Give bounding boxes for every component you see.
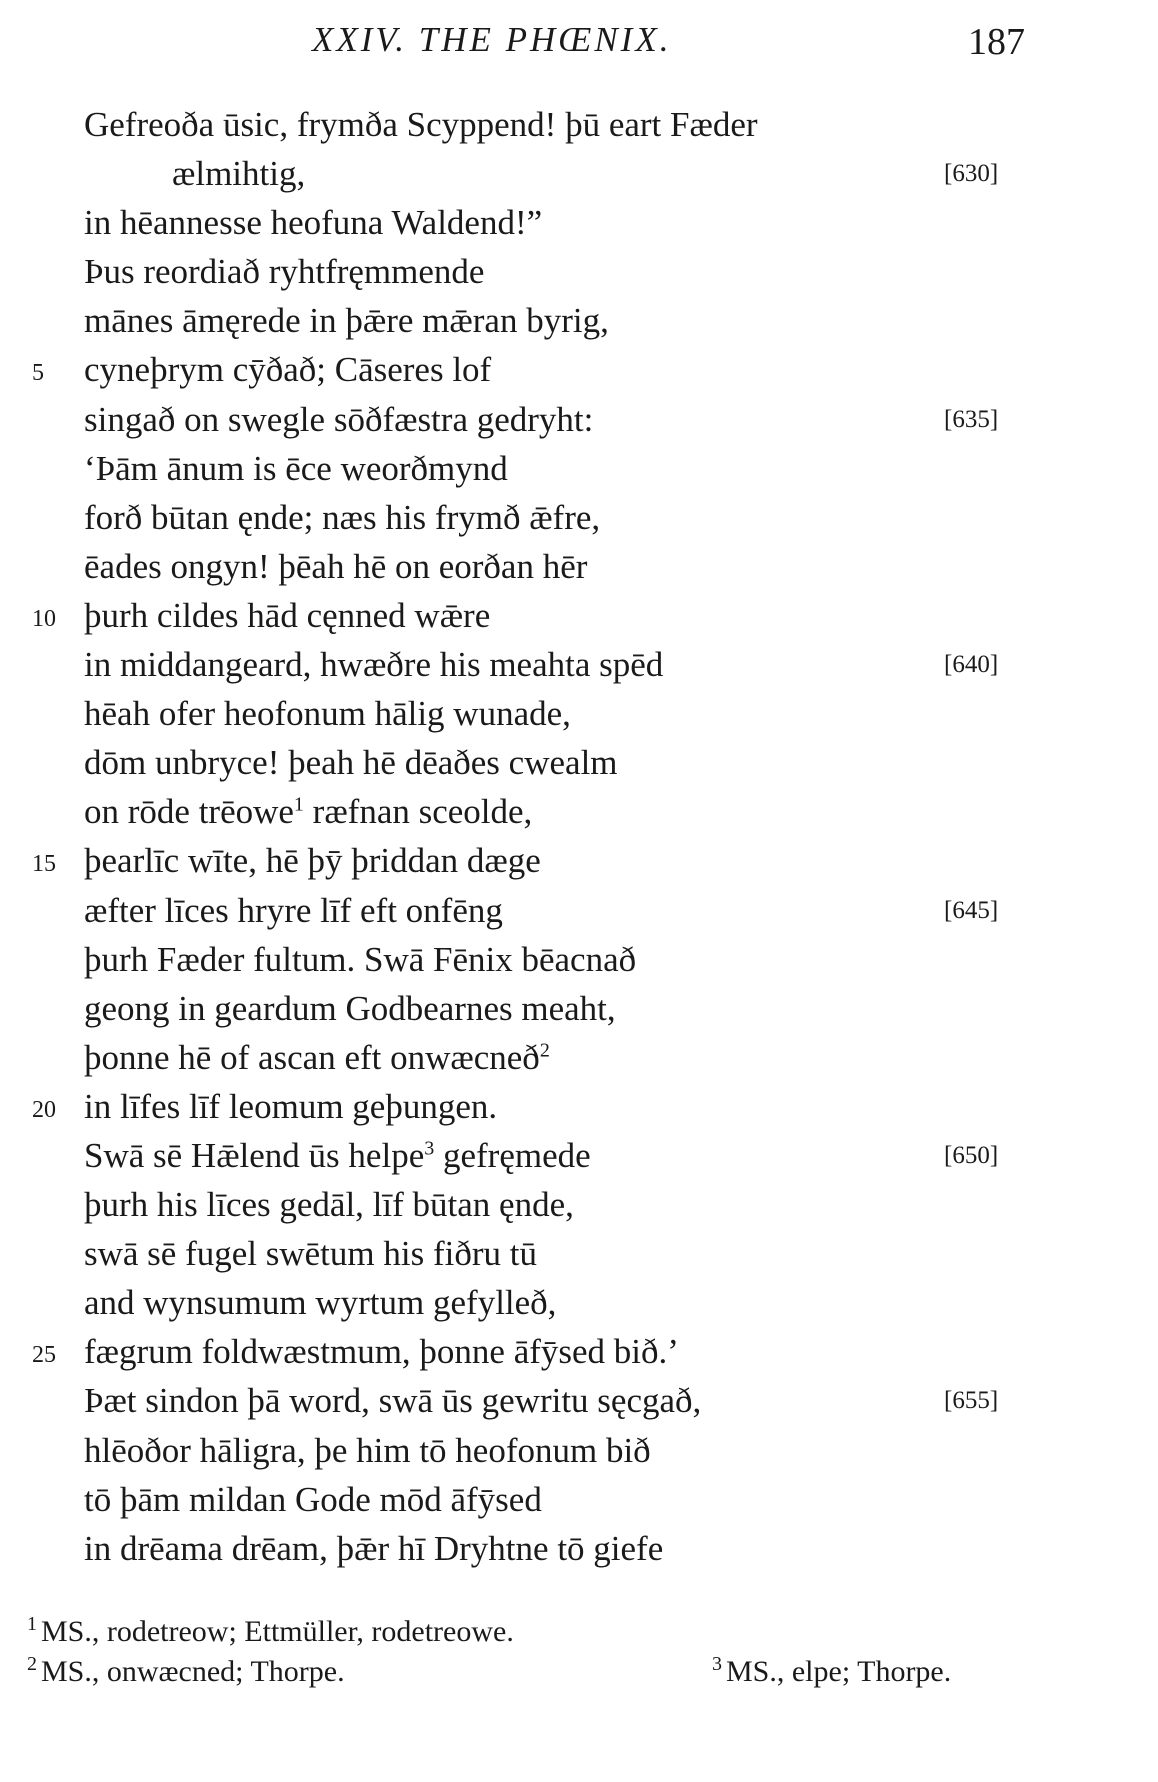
verse-text-main: tō þām mildan Gode mōd āfȳsed	[84, 1479, 542, 1519]
poem-line	[0, 1033, 1158, 1082]
verse-text	[84, 836, 541, 885]
poem-text	[0, 100, 1158, 1573]
verse-text-main: ‘Þām ānum is ēce weorðmynd	[84, 448, 508, 488]
poem-line	[0, 1327, 1158, 1376]
verse-text-main: in līfes līf leomum geþungen.	[84, 1086, 498, 1126]
poem-line	[0, 984, 1158, 1033]
verse-text-main: on rōde trēowe	[84, 792, 294, 832]
manuscript-line-number: [650]	[944, 1141, 999, 1169]
verse-text-main: fægrum foldwæstmum, þonne āfȳsed bið.’	[84, 1332, 679, 1372]
poem-line	[0, 1426, 1158, 1475]
manuscript-line-number: [655]	[944, 1387, 999, 1415]
running-head: XXIV. THE PHŒNIX.	[312, 20, 672, 59]
poem-line	[0, 886, 1158, 935]
line-number: 10	[32, 605, 56, 632]
verse-text-main: Swā sē Hǣlend ūs helpe	[84, 1135, 425, 1175]
verse-text	[84, 345, 491, 394]
verse-text	[84, 1376, 701, 1425]
verse-text-main: þonne hē of ascan eft onwæcneð	[84, 1037, 540, 1077]
manuscript-line-number: [640]	[944, 651, 999, 679]
verse-text-main: in hēannesse heofuna Waldend!”	[84, 203, 543, 243]
line-number: 20	[32, 1096, 56, 1123]
verse-text-rest: ræfnan sceolde,	[303, 792, 533, 832]
poem-line	[0, 787, 1158, 836]
verse-text-main: mānes āmęrede in þǣre mǣran byrig,	[84, 301, 609, 341]
poem-line	[0, 1131, 1158, 1180]
poem-line	[0, 1180, 1158, 1229]
verse-text	[84, 1082, 497, 1131]
page-number: 187	[968, 21, 1025, 63]
poem-line	[0, 296, 1158, 345]
verse-text	[84, 247, 484, 296]
footnote-mark: 1	[27, 1613, 37, 1635]
poem-line	[0, 689, 1158, 738]
verse-text-main: þurh his līces gedāl, līf būtan ęnde,	[84, 1185, 574, 1225]
verse-text-main: Gefreoða ūsic, frymða Scyppend! þū eart Fæder	[84, 105, 758, 144]
poem-line	[0, 591, 1158, 640]
poem-line	[0, 1082, 1158, 1131]
verse-text-main: in middangeard, hwæðre his meahta spēd	[84, 645, 664, 685]
verse-text	[84, 1033, 550, 1082]
poem-line	[0, 1524, 1158, 1573]
line-number: 25	[32, 1342, 56, 1369]
verse-text	[84, 1278, 556, 1327]
poem-line	[0, 395, 1158, 444]
page-header	[0, 20, 1158, 70]
verse-text-main: Þæt sindon þā word, swā ūs gewritu sęcgað,	[84, 1381, 702, 1421]
verse-text	[172, 149, 305, 198]
footnote-row	[0, 1652, 1158, 1692]
verse-text	[84, 542, 587, 591]
verse-text-main: ēades ongyn! þēah hē on eorðan hēr	[84, 546, 588, 586]
footnote-3	[712, 1652, 951, 1692]
verse-text-rest: gefręmede	[434, 1135, 591, 1175]
verse-text	[84, 689, 571, 738]
verse-text-main: þearlīc wīte, hē þȳ þriddan dæge	[84, 841, 541, 881]
line-number: 5	[32, 360, 44, 387]
poem-line	[0, 1376, 1158, 1425]
verse-text-main: singað on swegle sōðfæstra gedryht:	[84, 399, 594, 439]
footnote-text: MS., elpe; Thorpe.	[726, 1655, 952, 1688]
poem-line	[0, 640, 1158, 689]
verse-text-main: æfter līces hryre līf eft onfēng	[84, 890, 503, 930]
manuscript-line-number: [645]	[944, 896, 999, 924]
manuscript-line-number: [630]	[944, 160, 999, 188]
verse-text-main: cyneþrym cȳðað; Cāseres lof	[84, 350, 492, 390]
verse-text	[84, 1327, 679, 1376]
verse-text-main: swā sē fugel swētum his fiðru tū	[84, 1234, 537, 1274]
poem-line	[0, 1278, 1158, 1327]
footnotes	[0, 1612, 1158, 1692]
verse-text	[84, 493, 600, 542]
verse-text	[84, 444, 508, 493]
poem-line	[0, 345, 1158, 394]
verse-text-main: dōm unbryce! þeah hē dēaðes cwealm	[84, 743, 618, 783]
footnote-1	[27, 1612, 514, 1652]
poem-line	[0, 149, 1158, 198]
verse-text-main: forð būtan ęnde; næs his frymð ǣfre,	[84, 497, 601, 537]
verse-text	[84, 591, 490, 640]
poem-line	[0, 542, 1158, 591]
footnote-text: MS., onwæcned; Thorpe.	[41, 1655, 345, 1688]
poem-line	[0, 1229, 1158, 1278]
verse-text-main: hlēoðor hāligra, þe him tō heofonum bið	[84, 1430, 651, 1470]
verse-text-main: ælmihtig,	[172, 154, 306, 194]
footnote-reference: 2	[539, 1039, 550, 1062]
poem-line	[0, 100, 1158, 149]
poem-line	[0, 493, 1158, 542]
poem-line	[0, 198, 1158, 247]
verse-text	[84, 198, 542, 247]
line-number: 15	[32, 851, 56, 878]
poem-line	[0, 738, 1158, 787]
footnote-text: MS., rodetreow; Ettmüller, rodetreowe.	[41, 1615, 514, 1648]
verse-text	[84, 1180, 574, 1229]
verse-text-main: hēah ofer heofonum hālig wunade,	[84, 694, 571, 734]
verse-text	[84, 395, 593, 444]
verse-text-main: þurh Fæder fultum. Swā Fēnix bēacnað	[84, 939, 637, 979]
verse-text	[84, 640, 663, 689]
footnote-row	[0, 1612, 1158, 1652]
footnote-2	[27, 1652, 345, 1692]
footnote-reference: 1	[293, 793, 304, 816]
poem-line	[0, 1475, 1158, 1524]
footnote-mark: 3	[712, 1653, 722, 1675]
verse-text	[84, 1426, 651, 1475]
manuscript-line-number: [635]	[944, 405, 999, 433]
verse-text-main: and wynsumum wyrtum gefylleð,	[84, 1283, 557, 1323]
verse-text	[84, 100, 758, 149]
footnote-mark: 2	[27, 1653, 37, 1675]
verse-text	[84, 1475, 542, 1524]
footnote-reference: 3	[424, 1137, 435, 1160]
verse-text	[84, 1524, 663, 1573]
poem-line	[0, 935, 1158, 984]
poem-line	[0, 247, 1158, 296]
verse-text	[84, 886, 503, 935]
verse-text	[84, 1229, 537, 1278]
verse-text-main: in drēama drēam, þǣr hī Dryhtne tō giefe	[84, 1528, 664, 1568]
verse-text	[84, 787, 532, 836]
verse-text-main: geong in geardum Godbearnes meaht,	[84, 988, 616, 1028]
poem-line	[0, 444, 1158, 493]
verse-text	[84, 1131, 591, 1180]
verse-text	[84, 984, 616, 1033]
verse-text	[84, 296, 609, 345]
verse-text-main: Þus reordiað ryhtfręmmende	[84, 252, 485, 292]
poem-line	[0, 836, 1158, 885]
verse-text-main: þurh cildes hād cęnned wǣre	[84, 595, 491, 635]
verse-text	[84, 935, 636, 984]
verse-text	[84, 738, 618, 787]
